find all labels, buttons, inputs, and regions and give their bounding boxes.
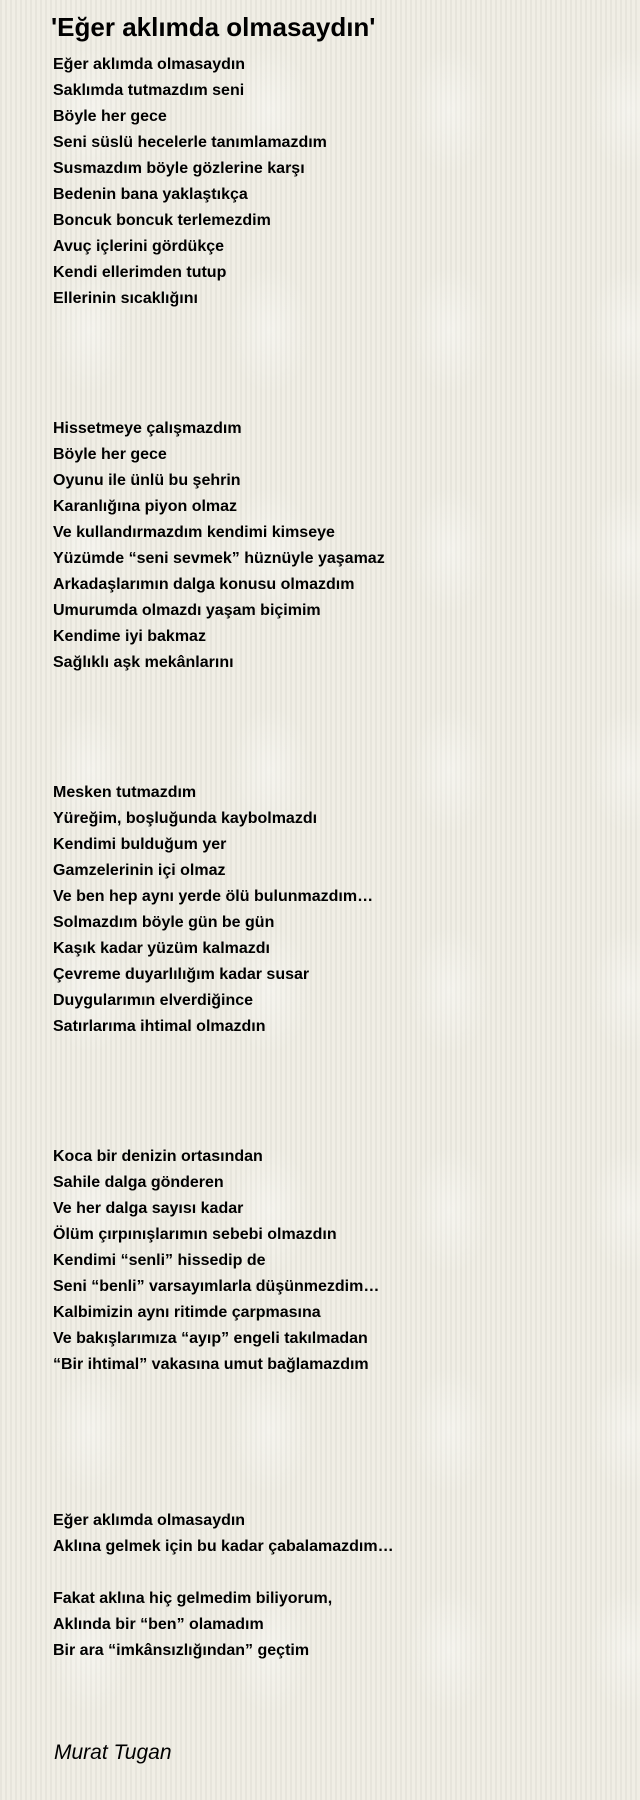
stanza-2 (53, 416, 613, 676)
poem-line: Eğer aklımda olmasaydın (53, 1512, 246, 1529)
poem-line: Yüzümde “seni sevmek” hüznüyle yaşamaz (53, 550, 385, 567)
poem-line: Kendime iyi bakmaz (53, 628, 206, 645)
poem-line: Satırlarıma ihtimal olmazdın (53, 1018, 266, 1035)
poem-line: Bedenin bana yaklaştıkça (53, 186, 248, 203)
poem-line: Kaşık kadar yüzüm kalmazdı (53, 940, 270, 957)
poem-title: 'Eğer aklımda olmasaydın' (51, 12, 376, 42)
poem-line: Karanlığına piyon olmaz (53, 498, 238, 515)
poem-line: Fakat aklına hiç gelmedim biliyorum, (53, 1590, 333, 1607)
poem-line: Oyunu ile ünlü bu şehrin (53, 472, 241, 489)
poem-line: Seni “benli” varsayımlarla düşünmezdim… (53, 1278, 380, 1295)
poem-line: Ve ben hep aynı yerde ölü bulunmazdım… (53, 888, 374, 905)
stanza-1 (53, 52, 613, 312)
poem-line: Kendimi “senli” hissedip de (53, 1252, 266, 1269)
poem-line: Ve bakışlarımıza “ayıp” engeli takılmadan (53, 1330, 368, 1347)
poem-line: Boncuk boncuk terlemezdim (53, 212, 271, 229)
poem-line: Gamzelerinin içi olmaz (53, 862, 226, 879)
poem-line: Ellerinin sıcaklığını (53, 290, 198, 307)
poem-line: Ve her dalga sayısı kadar (53, 1200, 244, 1217)
poem-line: Böyle her gece (53, 108, 167, 125)
poem-line: Avuç içlerini gördükçe (53, 238, 225, 255)
poem-line: Aklında bir “ben” olamadım (53, 1616, 264, 1633)
poem-line: Koca bir denizin ortasından (53, 1148, 263, 1165)
poem-line: Seni süslü hecelerle tanımlamazdım (53, 134, 327, 151)
poem-line: Sahile dalga gönderen (53, 1174, 224, 1191)
poem-line: Eğer aklımda olmasaydın (53, 56, 246, 73)
poem-line: Ve kullandırmazdım kendimi kimseye (53, 524, 335, 541)
poem-line: Hissetmeye çalışmazdım (53, 420, 242, 437)
stanza-6 (53, 1586, 613, 1664)
poem-line: “Bir ihtimal” vakasına umut bağlamazdım (53, 1356, 369, 1373)
poem-line: Kalbimizin aynı ritimde çarpmasına (53, 1304, 321, 1321)
poem-line: Arkadaşlarımın dalga konusu olmazdım (53, 576, 355, 593)
poem-line: Ölüm çırpınışlarımın sebebi olmazdın (53, 1226, 337, 1243)
poem-line: Bir ara “imkânsızlığından” geçtim (53, 1642, 310, 1659)
stanza-4 (53, 1144, 613, 1378)
poem-line: Aklına gelmek için bu kadar çabalamazdım… (53, 1538, 394, 1555)
poem-line: Kendi ellerimden tutup (53, 264, 227, 281)
poem-line: Çevreme duyarlılığım kadar susar (53, 966, 310, 983)
poem-line: Susmazdım böyle gözlerine karşı (53, 160, 305, 177)
poem-line: Böyle her gece (53, 446, 167, 463)
poem-line: Yüreğim, boşluğunda kaybolmazdı (53, 810, 318, 827)
stanza-5 (53, 1508, 613, 1560)
poem-line: Kendimi bulduğum yer (53, 836, 227, 853)
poem-line: Solmazdım böyle gün be gün (53, 914, 275, 931)
poem-line: Umurumda olmazdı yaşam biçimim (53, 602, 321, 619)
poem-body (53, 52, 613, 1664)
poem-line: Sağlıklı aşk mekânlarını (53, 654, 234, 671)
poem-line: Duygularımın elverdiğince (53, 992, 254, 1009)
poem-line: Saklımda tutmazdım seni (53, 82, 245, 99)
stanza-3 (53, 780, 613, 1040)
poem-line: Mesken tutmazdım (53, 784, 197, 801)
author-name: Murat Tugan (54, 1741, 172, 1764)
